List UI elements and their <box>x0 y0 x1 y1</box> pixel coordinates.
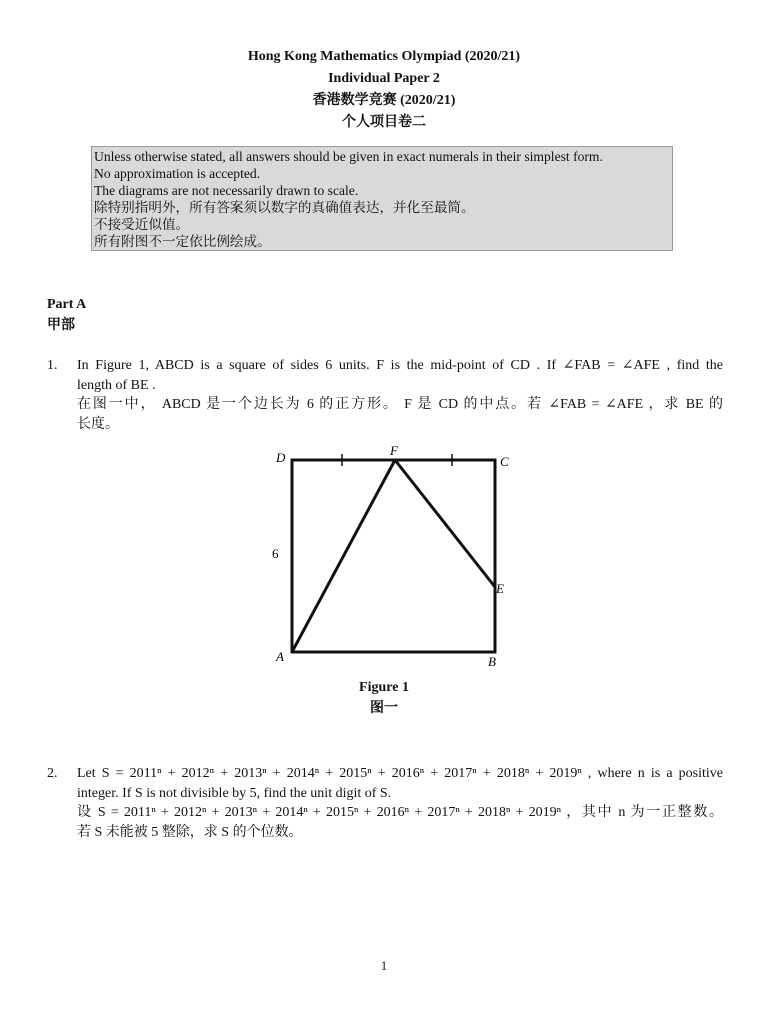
figure-caption <box>0 677 768 719</box>
part-label: Part A <box>47 297 87 312</box>
figure-caption-zh: 图一 <box>370 701 398 716</box>
instruction-line: 不接受近似值。 <box>94 217 190 232</box>
part-label-zh: 甲部 <box>47 318 75 333</box>
page-number: 1 <box>380 958 388 973</box>
instruction-line: 除特别指明外，所有答案须以数字的真确值表达，并化至最简。 <box>94 200 475 215</box>
point-label-f: F <box>390 443 398 458</box>
vertex-label-a: A <box>276 649 284 664</box>
competition-title: Hong Kong Mathematics Olympiad (2020/21) <box>247 49 521 64</box>
side-length-label: 6 <box>272 546 279 561</box>
vertex-label-b: B <box>488 654 496 669</box>
question-line-zh: 若 S 未能被 5 整除，求 S 的个位数。 <box>77 824 303 840</box>
paper-title: Individual Paper 2 <box>328 71 440 86</box>
question-line-zh: 在图一中， ABCD 是一个边长为 6 的正方形。 F 是 CD 的中点。若 ∠FAB = ∠AFE ，求 BE 的 <box>77 397 723 412</box>
question-line-en: Let S = 2011ⁿ + 2012ⁿ + 2013ⁿ + 2014ⁿ + 2015ⁿ + 2016ⁿ + 2017ⁿ + 2018ⁿ + 2019ⁿ , where n is a positive <box>77 766 723 781</box>
paper-title-zh: 个人项目卷二 <box>342 115 426 130</box>
vertex-label-c: C <box>500 454 509 469</box>
instruction-line: 所有附图不一定依比例绘成。 <box>94 234 271 249</box>
question-line-zh: 设 S = 2011ⁿ + 2012ⁿ + 2013ⁿ + 2014ⁿ + 2015ⁿ + 2016ⁿ + 2017ⁿ + 2018ⁿ + 2019ⁿ ，其中 n 为一正整数。 <box>77 805 723 820</box>
segment-af <box>292 460 395 652</box>
question-number: 2. <box>47 766 58 781</box>
question-line-zh: 长度。 <box>77 416 119 432</box>
vertex-label-d: D <box>276 450 286 465</box>
figure-caption-en: Figure 1 <box>359 680 409 695</box>
instruction-line: The diagrams are not necessarily drawn to scale. <box>94 183 359 198</box>
competition-title-zh: 香港数学竞赛 (2020/21) <box>312 93 456 108</box>
instruction-line: Unless otherwise stated, all answers should be given in exact numerals in their simplest form. <box>94 149 603 164</box>
segment-fe <box>395 460 495 587</box>
question-number: 1. <box>47 358 58 373</box>
question-line-en: length of BE . <box>77 377 156 393</box>
instruction-line: No approximation is accepted. <box>94 166 261 181</box>
question-text <box>77 764 723 842</box>
point-label-e: E <box>496 581 504 596</box>
question-line-en: In Figure 1, ABCD is a square of sides 6 units. F is the mid-point of CD . If ∠FAB = ∠AFE , find the <box>77 358 723 373</box>
square-abcd <box>292 460 495 652</box>
question-line-en: integer. If S is not divisible by 5, find the unit digit of S. <box>77 785 392 801</box>
